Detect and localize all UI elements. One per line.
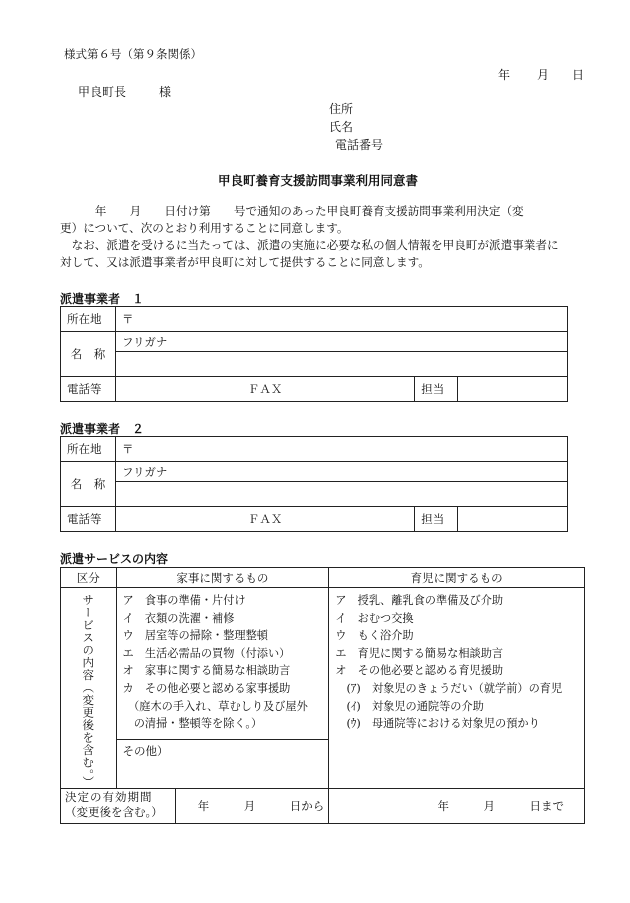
validity-from-field[interactable] (176, 789, 328, 823)
provider-2-name-field[interactable] (115, 482, 567, 507)
provider-2-address-label: 所在地 (61, 437, 116, 462)
childcare-header: 育児に関するもの (329, 568, 585, 588)
services-heading: 派遣サービスの内容 (60, 552, 169, 566)
validity-to-field[interactable] (329, 789, 585, 824)
validity-label (61, 789, 176, 823)
provider-1-name-label: 名 称 (61, 332, 116, 377)
service-content-label-cell (61, 588, 117, 789)
childcare-item: エ 育児に関する簡易な相談助言 (335, 646, 504, 660)
childcare-item: ア 授乳、離乳食の準備及び介助 (335, 594, 504, 607)
applicant-phone-label: 電話番号 (335, 138, 384, 152)
provider-2-fax-field[interactable] (115, 507, 414, 532)
housework-item: ウ 居室等の掃除・整理整頓 (122, 629, 268, 643)
provider-1-address-label: 所在地 (61, 307, 116, 332)
service-content-label: サービスの内容（変更後を含む。） (81, 594, 96, 789)
furigana-label: フリガナ (121, 465, 168, 479)
document-title: 甲良町養育支援訪問事業利用同意書 (218, 173, 419, 188)
postal-mark: 〒 (121, 312, 134, 326)
housework-item: イ 衣類の洗濯・補修 (122, 611, 235, 625)
para1-line-2: 更）について、次のとおり利用することに同意します。 (60, 221, 349, 235)
postal-mark: 〒 (121, 442, 134, 456)
provider-2-heading: 派遣事業者 ２ (60, 422, 145, 436)
provider-2-table (60, 436, 568, 532)
addressee: 甲良町長 (78, 85, 127, 99)
para1-line-1: 年 月 日付け第 号で通知のあった甲良町養育支援訪問事業利用決定（変 (60, 204, 524, 218)
validity-label-line-1: 決定の有効期間 (65, 790, 153, 805)
provider-2-contact-label: 担当 (415, 507, 458, 532)
provider-1-heading: 派遣事業者 １ (60, 292, 145, 306)
housework-items (116, 588, 329, 740)
provider-2-address-field[interactable] (115, 437, 567, 462)
addressee-honorific: 様 (159, 85, 172, 99)
consent-paragraph-1 (60, 203, 580, 271)
housework-item: （庭木の手入れ、草むしり及び屋外 (122, 699, 308, 713)
provider-1-address-field[interactable] (115, 307, 567, 332)
provider-1-contact-field[interactable] (458, 377, 568, 402)
date-year: 年 (498, 68, 511, 82)
validity-row (61, 789, 329, 824)
other-label: その他） (122, 743, 169, 758)
provider-2-name-label: 名 称 (61, 462, 116, 507)
applicant-address-label: 住所 (329, 102, 354, 116)
housework-item: カ その他必要と認める家事援助 (122, 681, 291, 695)
childcare-item: ウ もく浴介助 (335, 629, 414, 643)
provider-1-furigana-field[interactable] (115, 332, 567, 352)
housework-item: ア 食事の準備・片付け (122, 594, 246, 607)
provider-2-contact-field[interactable] (458, 507, 568, 532)
housework-item: の清掃・整頓等を除く。） (122, 717, 263, 731)
validity-to-text: 年 月 日まで (437, 799, 564, 814)
provider-2-furigana-field[interactable] (115, 462, 567, 482)
housework-item: エ 生活必需品の買物（付添い） (122, 646, 291, 660)
furigana-label: フリガナ (121, 335, 168, 349)
validity-label-line-2: （変更後を含む。） (65, 805, 163, 820)
form-number: 様式第６号（第９条関係） (64, 47, 202, 61)
fax-label: ＦＡＸ (247, 382, 283, 396)
childcare-item: (ｱ) 対象児のきょうだい（就学前）の育児 (335, 681, 563, 695)
provider-1-contact-label: 担当 (415, 377, 458, 402)
housework-header: 家事に関するもの (116, 568, 329, 588)
childcare-item: オ その他必要と認める育児援助 (335, 664, 504, 678)
fax-label: ＦＡＸ (247, 512, 283, 526)
date-day: 日 (572, 68, 585, 82)
provider-1-fax-field[interactable] (115, 377, 414, 402)
provider-1-phone-label: 電話等 (61, 377, 116, 402)
date-month: 月 (537, 68, 550, 82)
provider-1-table (60, 306, 568, 402)
childcare-items (329, 588, 585, 789)
category-header: 区分 (61, 568, 117, 588)
provider-2-phone-label: 電話等 (61, 507, 116, 532)
para2-line-2: 対して、又は派遣事業者が甲良町に対して提供することに同意します。 (60, 255, 430, 269)
housework-other-field[interactable] (116, 739, 329, 788)
housework-item: オ 家事に関する簡易な相談助言 (122, 664, 291, 678)
para2-line-1: なお、派遣を受けるに当たっては、派遣の実施に必要な私の個人情報を甲良町が派遣事業者に (60, 238, 559, 252)
childcare-item: (ｳ) 母通院等における対象児の預かり (335, 717, 540, 731)
validity-from-text: 年 月 日から (197, 799, 325, 814)
childcare-item: イ おむつ交換 (335, 611, 414, 625)
childcare-item: (ｲ) 対象児の通院等の介助 (335, 699, 484, 713)
services-table (60, 567, 585, 824)
provider-1-name-field[interactable] (115, 352, 567, 377)
applicant-name-label: 氏名 (329, 120, 354, 134)
